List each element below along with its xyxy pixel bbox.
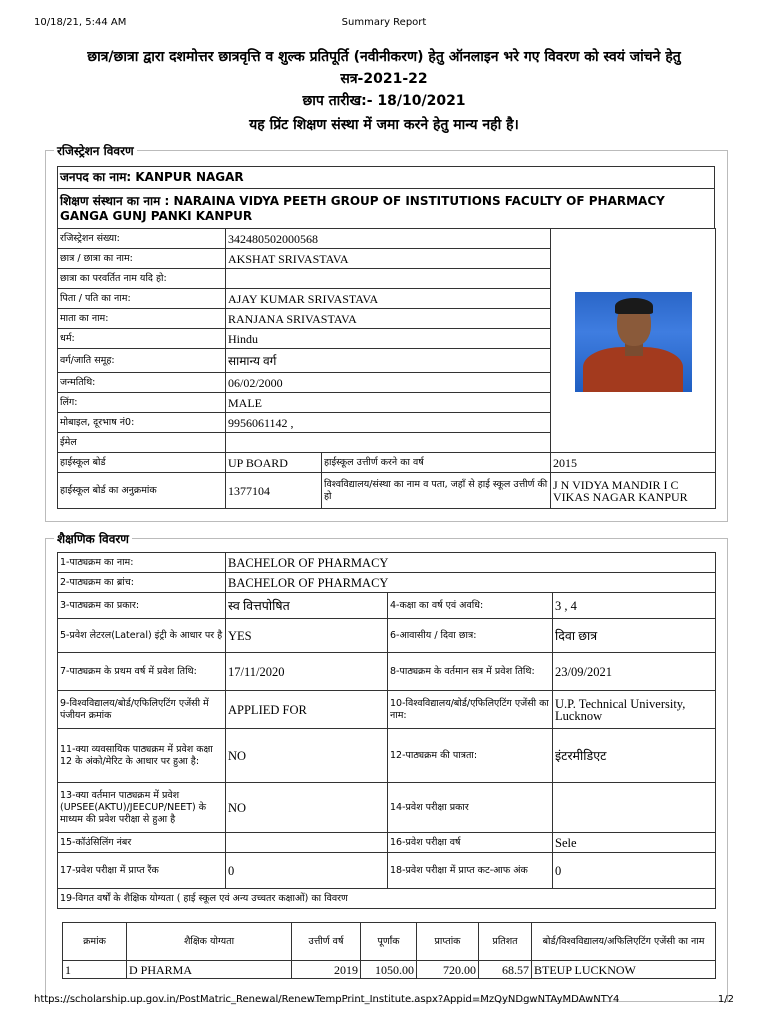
reg-value: AKSHAT SRIVASTAVA (226, 249, 551, 269)
reg-label: छात्र / छात्रा का नाम: (58, 249, 226, 269)
qual-cell: D PHARMA (127, 961, 292, 979)
merit-value: NO (226, 729, 388, 783)
page-number: 1/2 (717, 994, 734, 1005)
reg-label: धर्म: (58, 329, 226, 349)
hs-school-value: J N VIDYA MANDIR I C VIKAS NAGAR KANPUR (551, 473, 716, 509)
academic-legend: शैक्षणिक विवरण (57, 532, 129, 546)
class-year-value: 3 , 4 (553, 593, 716, 619)
academic-details-table (57, 552, 716, 909)
exam-year-value: Sele (553, 833, 716, 853)
merit-label: 11-क्या व्यवसायिक पाठ्यक्रम में प्रवेश कक्षा 12 के अंको/मेरिट के आधार पर हुआ है: (58, 729, 226, 783)
reg-value: RANJANA SRIVASTAVA (226, 309, 551, 329)
institution-name: शिक्षण संस्थान का नाम : NARAINA VIDYA PEETH GROUP OF INSTITUTIONS FACULTY OF PHARMACY GANGA GUNJ PANKI KANPUR (58, 189, 715, 229)
current-year-value: 23/09/2021 (553, 653, 716, 691)
exam-type-label: 14-प्रवेश परीक्षा प्रकार (388, 783, 553, 833)
qual-cell: 720.00 (417, 961, 479, 979)
cutoff-label: 18-प्रवेश परीक्षा में प्राप्त कट-आफ अंक (388, 853, 553, 889)
reg-label: रजिस्ट्रेशन संख्या: (58, 229, 226, 249)
print-datetime: 10/18/21, 5:44 AM (34, 17, 127, 28)
print-date-text: छाप तारीख:- 18/10/2021 (302, 93, 466, 109)
reg-label: माता का नाम: (58, 309, 226, 329)
reg-value: सामान्य वर्ग (226, 349, 551, 373)
reg-value: 342480502000568 (226, 229, 551, 249)
univ-reg-value: APPLIED FOR (226, 691, 388, 729)
registration-legend: रजिस्ट्रेशन विवरण (57, 144, 134, 158)
district-name: जनपद का नाम: KANPUR NAGAR (58, 167, 715, 189)
print-title: Summary Report (341, 17, 427, 28)
cutoff-value: 0 (553, 853, 716, 889)
reg-label: लिंग: (58, 393, 226, 413)
eligibility-label: 12-पाठ्यक्रम की पात्रता: (388, 729, 553, 783)
hs-year-label: हाईस्कूल उत्तीर्ण करने का वर्ष (322, 453, 551, 473)
student-photo (575, 292, 692, 392)
reg-value: AJAY KUMAR SRIVASTAVA (226, 289, 551, 309)
hs-board-value: UP BOARD (226, 453, 322, 473)
entrance-label: 13-क्या वर्तमान पाठ्यक्रम में प्रवेश (UPSEE(AKTU)/JEECUP/NEET) के माध्यम की प्रवेश परीक्षा से हुआ है (58, 783, 226, 833)
rank-value: 0 (226, 853, 388, 889)
qual-cell: BTEUP LUCKNOW (532, 961, 716, 979)
reg-value: Hindu (226, 329, 551, 349)
hs-roll-label: हाईस्कूल बोर्ड का अनुक्रमांक (58, 473, 226, 509)
reg-label: मोबाइल, दूरभाष नं0: (58, 413, 226, 433)
lateral-value: YES (226, 619, 388, 653)
first-year-value: 17/11/2020 (226, 653, 388, 691)
reg-label: छात्रा का परवर्तित नाम यदि हो: (58, 269, 226, 289)
course-name-label: 1-पाठ्यक्रम का नाम: (58, 553, 226, 573)
hs-year-value: 2015 (551, 453, 716, 473)
first-year-label: 7-पाठ्यक्रम के प्रथम वर्ष में प्रवेश तिथि: (58, 653, 226, 691)
reg-label: ईमेल (58, 433, 226, 453)
reg-label: जन्मतिथि: (58, 373, 226, 393)
qual-header: उत्तीर्ण वर्ष (292, 923, 361, 961)
exam-type-value (553, 783, 716, 833)
reg-label: वर्ग/जाति समूह: (58, 349, 226, 373)
registration-header-table (57, 166, 715, 229)
validity-note: यह प्रिंट शिक्षण संस्था में जमा करने हेतु मान्य नही है। (249, 117, 519, 133)
counselling-label: 15-कॉउंसिलिंग नंबर (58, 833, 226, 853)
qual-header: पूर्णांक (361, 923, 417, 961)
course-type-value: स्व वित्तपोषित (226, 593, 388, 619)
report-heading: छात्र/छात्रा द्वारा दशमोत्तर छात्रवृत्ति व शुल्क प्रतिपूर्ति (नवीनीकरण) हेतु ऑनलाइन भरे गए विवरण को स्वयं जांचने हेतु (87, 49, 681, 65)
branch-value: BACHELOR OF PHARMACY (226, 573, 716, 593)
qual-header: शैक्षिक योग्यता (127, 923, 292, 961)
qual-cell: 68.57 (479, 961, 532, 979)
qual-header: क्रमांक (63, 923, 127, 961)
hs-roll-value: 1377104 (226, 473, 322, 509)
table-row (63, 961, 716, 979)
exam-year-label: 16-प्रवेश परीक्षा वर्ष (388, 833, 553, 853)
current-year-label: 8-पाठ्यक्रम के वर्तमान सत्र में प्रवेश तिथि: (388, 653, 553, 691)
qual-cell: 2019 (292, 961, 361, 979)
entrance-value: NO (226, 783, 388, 833)
hostel-label: 6-आवासीय / दिवा छात्र: (388, 619, 553, 653)
qual-header: बोर्ड/विश्वविद्यालय/अफिलिएटिंग एजेंसी का नाम (532, 923, 716, 961)
class-year-label: 4-कक्षा का वर्ष एवं अवधि: (388, 593, 553, 619)
qual-header: प्राप्तांक (417, 923, 479, 961)
univ-name-label: 10-विश्वविद्यालय/बोर्ड/एफिलिएटिंग एजेंसी का नाम: (388, 691, 553, 729)
lateral-label: 5-प्रवेश लेटरल(Lateral) इंट्री के आधार पर है (58, 619, 226, 653)
qual-header: प्रतिशत (479, 923, 532, 961)
univ-reg-label: 9-विश्वविद्यालय/बोर्ड/एफिलिएटिंग एजेंसी में पंजीयन क्रमांक (58, 691, 226, 729)
univ-name-value: U.P. Technical University, Lucknow (553, 691, 716, 729)
reg-value: 06/02/2000 (226, 373, 551, 393)
hostel-value: दिवा छात्र (553, 619, 716, 653)
hs-school-label: विश्वविद्यालय/संस्था का नाम व पता, जहाँ से हाई स्कूल उत्तीर्ण की हो (322, 473, 551, 509)
qual-cell: 1 (63, 961, 127, 979)
rank-label: 17-प्रवेश परीक्षा में प्राप्त रैंक (58, 853, 226, 889)
reg-value: 9956061142 , (226, 413, 551, 433)
qual-cell: 1050.00 (361, 961, 417, 979)
reg-value (226, 433, 551, 453)
reg-label: पिता / पति का नाम: (58, 289, 226, 309)
prev-quals-label: 19-विगत वर्षों के शैक्षिक योग्यता ( हाई स्कूल एवं अन्य उच्चतर कक्षाओं) का विवरण (58, 889, 716, 909)
reg-value (226, 269, 551, 289)
qualifications-table (62, 922, 716, 979)
branch-label: 2-पाठ्यक्रम का ब्रांच: (58, 573, 226, 593)
session-text: सत्र-2021-22 (340, 71, 428, 87)
course-type-label: 3-पाठ्यक्रम का प्रकार: (58, 593, 226, 619)
course-name-value: BACHELOR OF PHARMACY (226, 553, 716, 573)
page-url: https://scholarship.up.gov.in/PostMatric_Renewal/RenewTempPrint_Institute.aspx?Appid=MzQyNDgwNTAyMDAwNTY4 (34, 994, 620, 1005)
counselling-value (226, 833, 388, 853)
hs-board-label: हाईस्कूल बोर्ड (58, 453, 226, 473)
eligibility-value: इंटरमीडिएट (553, 729, 716, 783)
reg-value: MALE (226, 393, 551, 413)
